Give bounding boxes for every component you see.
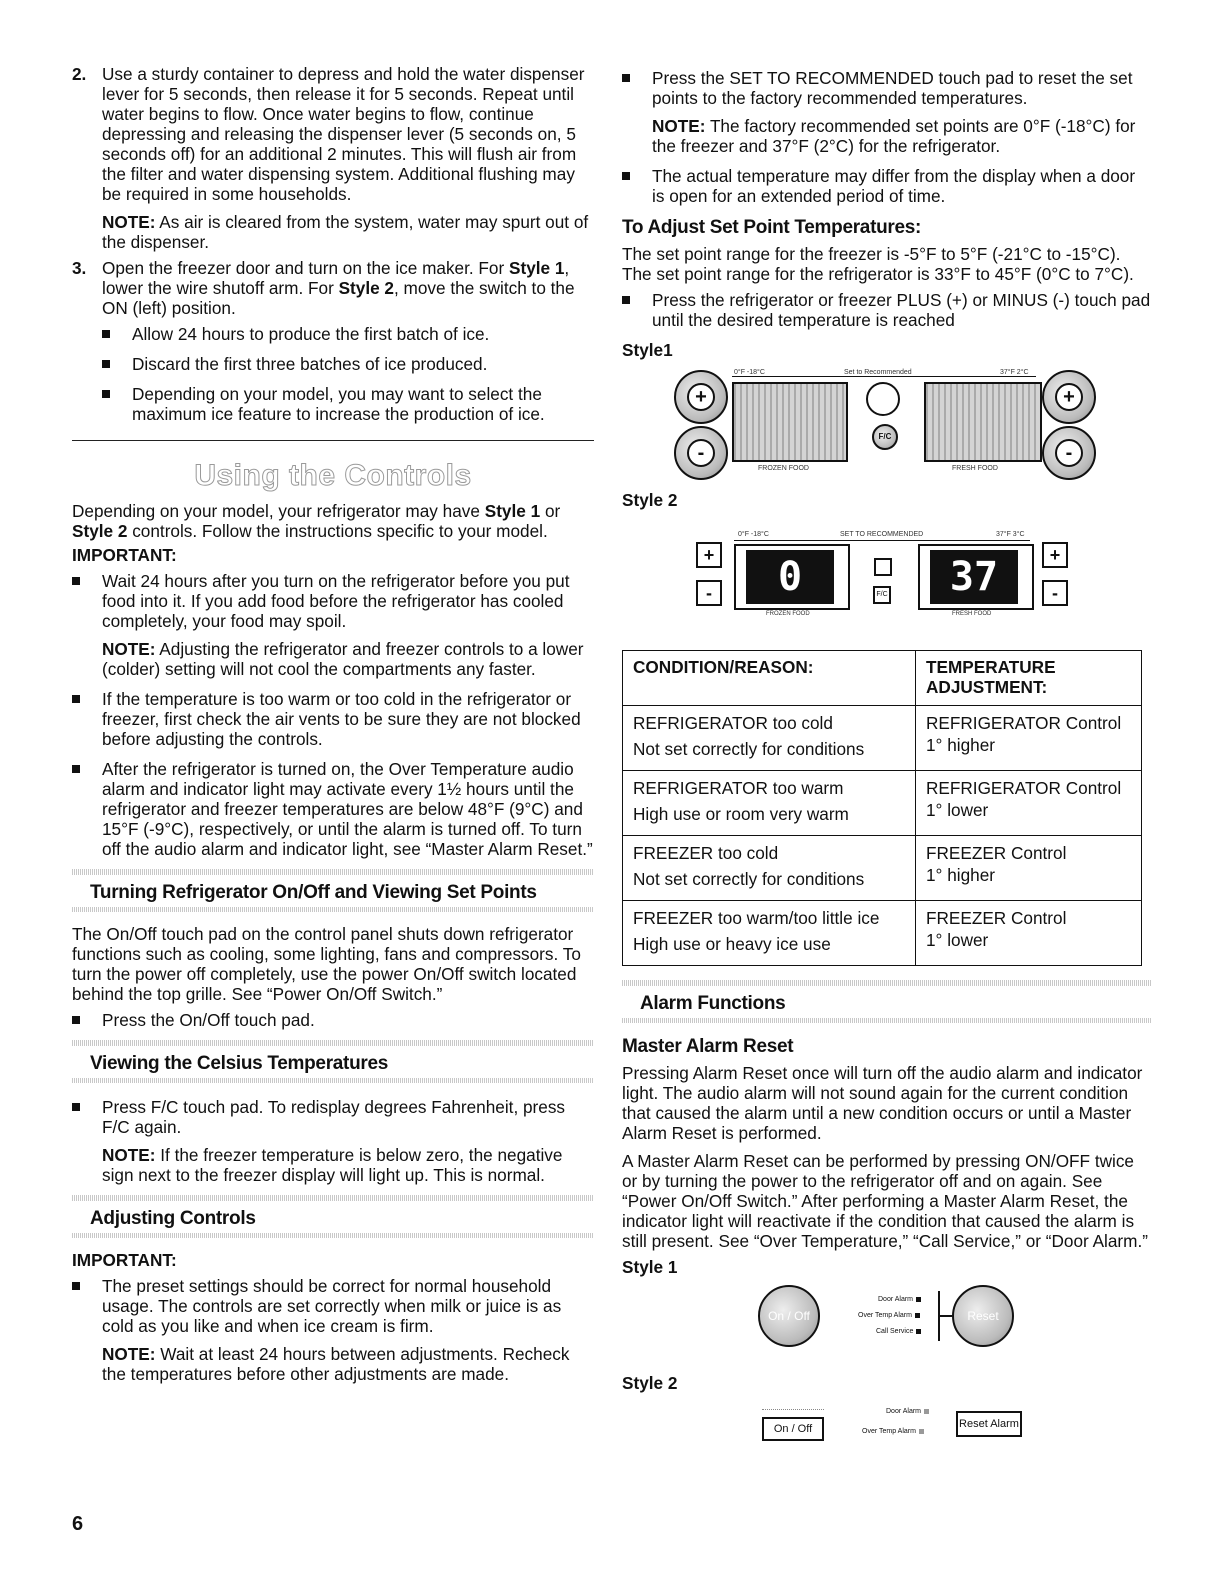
style1-label: Style1 — [622, 340, 673, 360]
over-temp-indicator — [858, 1311, 920, 1321]
table-row — [623, 836, 1142, 901]
bullet-icon — [102, 390, 110, 398]
minus-icon: - — [1055, 439, 1083, 467]
onoff-button[interactable] — [762, 1417, 824, 1441]
fresh-display: 37 — [930, 550, 1018, 604]
set-recommended-label: Set to Recommended — [844, 369, 912, 376]
note-label: NOTE: — [652, 116, 706, 136]
fresh-food-label: FRESH FOOD — [952, 611, 992, 617]
onoff-button[interactable] — [758, 1285, 820, 1347]
fresh-setpoint-label: 37°F 2°C — [1000, 369, 1029, 376]
fc-button[interactable] — [872, 424, 898, 450]
fresh-food-label: FRESH FOOD — [952, 465, 998, 472]
style-ref: Style 2 — [72, 521, 128, 541]
style2-label: Style 2 — [622, 490, 678, 510]
bullet-item — [72, 571, 594, 679]
freezer-setpoint-label: 0°F -18°C — [734, 369, 765, 376]
panel-line — [762, 1409, 824, 1410]
bullet-item — [102, 384, 594, 424]
freezer-plus-button[interactable] — [696, 542, 722, 568]
bullet-text: After the refrigerator is turned on, the Over Temperature audio alarm and indicator light may activate every 1½ hours until the refrigerator and freezer temperatures are below 48°F (9°C) and 15°F (-9°C), respectively, or until the alarm is turned off. To turn off the audio alarm and indicator light, see “Master Alarm Reset.” — [102, 759, 593, 859]
condition-cell — [623, 901, 916, 966]
adjust-text: The set point range for the freezer is -5°F to 5°F (-21°C to -15°C). The set point range for the refrigerator is 33°F to 45°F (0°C to 7°C). — [622, 244, 1134, 284]
bullet-item — [72, 689, 594, 749]
minus-icon: - — [706, 583, 712, 603]
table-row — [623, 901, 1142, 966]
note-text: Wait at least 24 hours between adjustments. Recheck the temperatures before other adjustments are made. — [102, 1344, 570, 1384]
left-column — [72, 64, 594, 1394]
adjust-heading: To Adjust Set Point Temperatures: — [622, 217, 922, 238]
header-adjustment: TEMPERATURE ADJUSTMENT: — [916, 651, 1142, 706]
reason: Not set correctly for conditions — [633, 739, 865, 759]
bullet-icon — [72, 577, 80, 585]
reset-label: Reset — [967, 1309, 999, 1323]
subheading-adjusting: Adjusting Controls — [90, 1208, 256, 1229]
hatch-divider — [72, 1078, 594, 1083]
fc-label: F/C — [878, 432, 892, 441]
style2-control-panel — [622, 524, 1152, 642]
bullet-item — [102, 324, 594, 344]
panel-line — [734, 540, 1030, 541]
bullet-text: If the temperature is too warm or too cold in the refrigerator or freezer, first check the air vents to be sure they are not blocked before adjusting the controls. — [102, 689, 581, 749]
note-label: NOTE: — [102, 212, 156, 232]
fresh-minus-button[interactable] — [1042, 580, 1068, 606]
text-run: Depending on your model, your refrigerator may have — [72, 501, 480, 521]
indicator-light — [919, 1429, 924, 1434]
text-run: controls. Follow the instructions specific to your model. — [132, 521, 548, 541]
important-label: IMPORTANT: — [72, 545, 177, 565]
adjustment-cell — [916, 771, 1142, 836]
right-column — [622, 64, 1152, 1457]
reason: High use or heavy ice use — [633, 934, 831, 954]
bullet-text: Allow 24 hours to produce the first batch of ice. — [132, 324, 490, 344]
reset-alarm-button[interactable] — [956, 1411, 1022, 1437]
bullet-text: Discard the first three batches of ice produced. — [132, 354, 488, 374]
adjustment-cell — [916, 901, 1142, 966]
bullet-text: Press the On/Off touch pad. — [102, 1010, 315, 1030]
bullet-icon — [72, 1103, 80, 1111]
fc-label: F/C — [876, 591, 888, 598]
door-alarm-indicator — [886, 1407, 929, 1417]
door-alarm-indicator — [878, 1295, 921, 1305]
condition-cell — [623, 836, 916, 901]
freezer-minus-button[interactable] — [696, 580, 722, 606]
subheading-onoff: Turning Refrigerator On/Off and Viewing Set Points — [90, 882, 537, 903]
condition-cell — [623, 706, 916, 771]
fc-button[interactable] — [873, 586, 891, 604]
indicator-label: Door Alarm — [886, 1408, 922, 1415]
master-alarm-p1: Pressing Alarm Reset once will turn off the audio alarm and indicator light. The audio alarm will not sound again for the current condition that caused the alarm until a new condition occurs or until a Master Alarm Reset is performed. — [622, 1063, 1143, 1143]
bullet-icon — [102, 360, 110, 368]
text-run: or — [544, 501, 561, 521]
bracket-line — [938, 1315, 952, 1317]
panel-line — [732, 376, 1036, 377]
minus-icon: - — [687, 439, 715, 467]
reset-label: Reset Alarm — [959, 1418, 1019, 1430]
indicator-light — [924, 1409, 929, 1414]
note-text: Adjusting the refrigerator and freezer controls to a lower (colder) setting will not cool the compartments any faster. — [102, 639, 584, 679]
note-label: NOTE: — [102, 1145, 156, 1165]
adjustment: 1° lower — [926, 800, 989, 820]
reset-button[interactable] — [952, 1285, 1014, 1347]
bullet-item — [622, 166, 1152, 206]
indicator-label: Over Temp Alarm — [858, 1312, 912, 1319]
text-run: Open the freezer door and turn on the ice maker. For — [102, 258, 505, 278]
bullet-item — [72, 759, 594, 859]
style2-alarm-panel — [622, 1397, 1152, 1457]
step-text: Use a sturdy container to depress and hold the water dispenser lever for 5 seconds, then release it for 5 seconds. Repeat until water begins to flow. Once water begins to flow, continue depressing and releasing the dispenser lever (5 seconds on, 5 seconds off) for an additional 2 minutes. This will flush air from the filter and water dispensing system. Additional flushing may be required in some households. — [102, 64, 585, 204]
control: REFRIGERATOR Control — [926, 713, 1122, 733]
indicator-light — [916, 1297, 921, 1302]
style1-alarm-panel — [622, 1281, 1152, 1369]
indicator-label: Over Temp Alarm — [862, 1428, 916, 1435]
adjustment: 1° higher — [926, 865, 995, 885]
bullet-icon — [72, 1282, 80, 1290]
header-condition: CONDITION/REASON: — [623, 651, 916, 706]
reason: Not set correctly for conditions — [633, 869, 865, 889]
text-run: , lower the wire shutoff arm. For — [102, 258, 570, 298]
step-2 — [72, 64, 594, 252]
note — [102, 1344, 594, 1384]
hatch-divider — [622, 1018, 1152, 1023]
note — [102, 212, 594, 252]
condition: FREEZER too cold — [633, 843, 779, 863]
alarm-style1-label: Style 1 — [622, 1257, 678, 1277]
note-text: As air is cleared from the system, water may spurt out of the dispenser. — [102, 212, 589, 252]
alarm-style2-label: Style 2 — [622, 1373, 678, 1393]
bullet-icon — [72, 765, 80, 773]
hatch-divider — [72, 907, 594, 912]
control: FREEZER Control — [926, 908, 1067, 928]
control: REFRIGERATOR Control — [926, 778, 1122, 798]
subheading-celsius: Viewing the Celsius Temperatures — [90, 1053, 389, 1074]
note — [102, 1145, 594, 1185]
adjustment-cell — [916, 836, 1142, 901]
note-label: NOTE: — [102, 639, 156, 659]
important-label: IMPORTANT: — [72, 1250, 177, 1270]
table-row — [623, 771, 1142, 836]
bullet-item — [72, 1097, 594, 1185]
style1-control-panel — [622, 364, 1152, 486]
adjustment: 1° lower — [926, 930, 989, 950]
indicator-label: Door Alarm — [878, 1296, 914, 1303]
bullet-text: Press F/C touch pad. To redisplay degrees Fahrenheit, press F/C again. — [102, 1097, 566, 1137]
bullet-icon — [622, 74, 630, 82]
fresh-plus-button[interactable] — [1042, 370, 1096, 424]
set-recommended-label: SET TO RECOMMENDED — [840, 531, 924, 538]
indicator-light — [915, 1313, 920, 1318]
freezer-display — [732, 382, 848, 462]
note — [652, 116, 1152, 156]
bullet-item — [72, 1276, 594, 1384]
plus-icon: + — [703, 545, 715, 565]
control: FREEZER Control — [926, 843, 1067, 863]
fresh-plus-button[interactable] — [1042, 542, 1068, 568]
bullet-text: Wait 24 hours after you turn on the refrigerator before you put food into it. If you add food before the refrigerator has cooled completely, your food may spoil. — [102, 571, 570, 631]
over-temp-indicator — [862, 1427, 924, 1437]
step-number: 2. — [72, 64, 87, 84]
fresh-minus-button[interactable] — [1042, 426, 1096, 480]
set-recommended-button[interactable] — [874, 558, 892, 576]
condition: REFRIGERATOR too cold — [633, 713, 833, 733]
step-3 — [72, 258, 594, 424]
section-title: Using the Controls — [194, 459, 472, 492]
bullet-text: The preset settings should be correct for normal household usage. The controls are set correctly when milk or juice is as cold as you like and when ice cream is firm. — [102, 1276, 562, 1336]
set-recommended-button[interactable] — [866, 382, 900, 416]
style-ref: Style 1 — [484, 501, 541, 521]
step-number: 3. — [72, 258, 87, 278]
condition: REFRIGERATOR too warm — [633, 778, 844, 798]
freezer-minus-button[interactable] — [674, 426, 728, 480]
note-label: NOTE: — [102, 1344, 156, 1364]
bullet-text: Depending on your model, you may want to select the maximum ice feature to increase the production of ice. — [132, 384, 545, 424]
fresh-display — [924, 382, 1042, 462]
reason: High use or room very warm — [633, 804, 849, 824]
freezer-plus-button[interactable] — [674, 370, 728, 424]
frozen-food-label: FROZEN FOOD — [766, 611, 810, 617]
subheading-alarm: Alarm Functions — [640, 993, 786, 1014]
hatch-divider — [72, 1233, 594, 1238]
onoff-label: On / Off — [773, 1423, 813, 1435]
minus-icon: - — [1052, 583, 1058, 603]
bullet-item — [622, 290, 1152, 330]
master-alarm-p2: A Master Alarm Reset can be performed by pressing ON/OFF twice or by turning the power to the refrigerator off and on again. See “Power On/Off Switch.” After performing a Master Alarm Reset, the indicator light will reactivate if the condition that caused the alarm is still present. See “Over Temperature,” “Call Service,” or “Door Alarm.” — [622, 1151, 1148, 1251]
freezer-setpoint-label: 0°F -18°C — [738, 531, 769, 538]
bullet-item — [72, 1010, 594, 1030]
note-text: The factory recommended set points are 0°F (-18°C) for the freezer and 37°F (2°C) for the refrigerator. — [652, 116, 1136, 156]
condition-cell — [623, 771, 916, 836]
bullet-icon — [102, 330, 110, 338]
divider — [72, 440, 594, 441]
style-ref: Style 1 — [509, 258, 565, 278]
table-header-row — [623, 651, 1142, 706]
bullet-text: Press the refrigerator or freezer PLUS (+) or MINUS (-) touch pad until the desired temperature is reached — [652, 290, 1151, 330]
adjustment: 1° higher — [926, 735, 995, 755]
note — [102, 639, 594, 679]
intro-text — [72, 501, 594, 541]
bullet-icon — [72, 695, 80, 703]
table-row — [623, 706, 1142, 771]
master-alarm-heading: Master Alarm Reset — [622, 1036, 794, 1057]
indicator-label: Call Service — [876, 1328, 914, 1335]
text-run: , move the switch to the ON (left) position. — [102, 278, 575, 318]
freezer-display: 0 — [746, 550, 834, 604]
bullet-item — [622, 68, 1152, 156]
bullet-icon — [622, 296, 630, 304]
bullet-text: Press the SET TO RECOMMENDED touch pad to reset the set points to the factory recommended temperatures. — [652, 68, 1133, 108]
frozen-food-label: FROZEN FOOD — [758, 465, 809, 472]
temperature-adjustment-table — [622, 650, 1142, 966]
adjustment-cell — [916, 706, 1142, 771]
plus-icon: + — [1049, 545, 1061, 565]
plus-icon: + — [687, 383, 715, 411]
note-text: If the freezer temperature is below zero, the negative sign next to the freezer display will light up. This is normal. — [102, 1145, 563, 1185]
condition: FREEZER too warm/too little ice — [633, 908, 880, 928]
plus-icon: + — [1055, 383, 1083, 411]
indicator-light — [916, 1329, 921, 1334]
bullet-text: The actual temperature may differ from the display when a door is open for an extended period of time. — [652, 166, 1136, 206]
onoff-label: On / Off — [768, 1309, 810, 1323]
style-ref: Style 2 — [338, 278, 394, 298]
call-service-indicator — [876, 1327, 921, 1337]
bullet-icon — [622, 172, 630, 180]
bullet-item — [102, 354, 594, 374]
fresh-setpoint-label: 37°F 3°C — [996, 531, 1025, 538]
onoff-text: The On/Off touch pad on the control panel shuts down refrigerator functions such as cooling, some lighting, fans and compressors. To turn the power off completely, use the power On/Off switch located behind the top grille. See “Power On/Off Switch.” — [72, 924, 581, 1004]
bullet-icon — [72, 1016, 80, 1024]
page-number: 6 — [72, 1513, 84, 1535]
step-text — [102, 258, 594, 318]
